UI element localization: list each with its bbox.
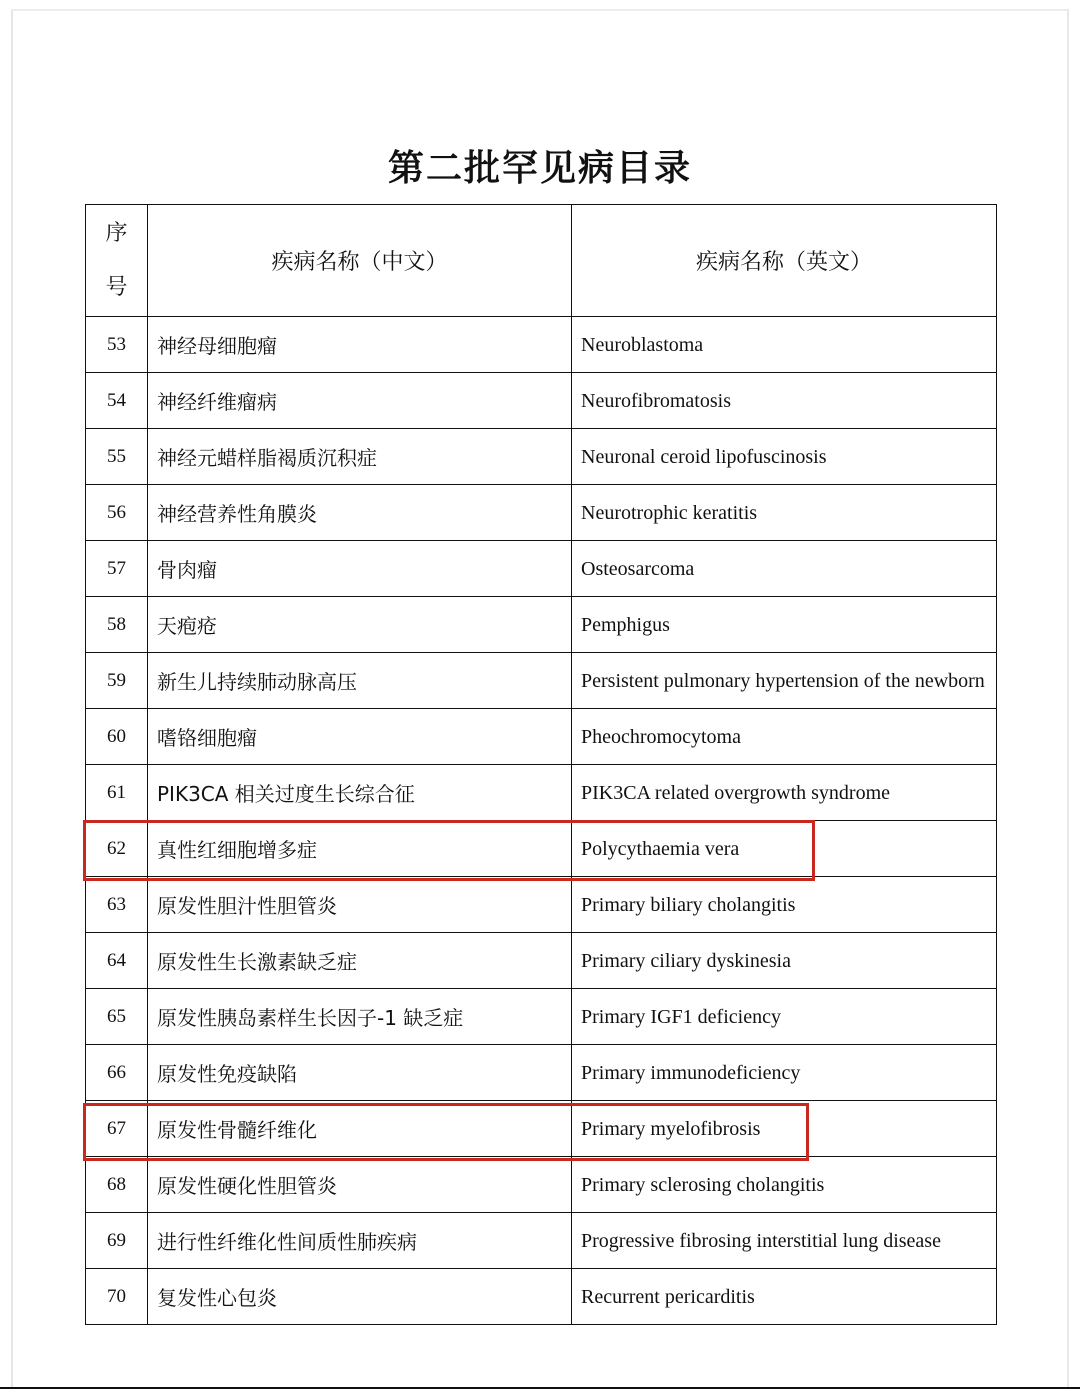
disease-name-en: Primary myelofibrosis [572,1101,997,1157]
table-row [86,709,997,765]
table-row [86,1269,997,1325]
disease-name-cn: 原发性骨髓纤维化 [148,1101,572,1157]
table-row [86,1213,997,1269]
row-number: 60 [86,709,148,765]
table-row-highlighted [86,821,997,877]
disease-name-cn: 复发性心包炎 [148,1269,572,1325]
table-row [86,317,997,373]
table-header-row [86,205,997,317]
table-row [86,597,997,653]
disease-name-cn: 神经纤维瘤病 [148,373,572,429]
row-number: 65 [86,989,148,1045]
disease-name-en: Neurofibromatosis [572,373,997,429]
disease-name-cn: PIK3CA 相关过度生长综合征 [148,765,572,821]
header-name-en: 疾病名称（英文） [572,205,997,317]
table-row [86,765,997,821]
row-number: 55 [86,429,148,485]
table-row [86,485,997,541]
row-number: 70 [86,1269,148,1325]
document-title: 第二批罕见病目录 [387,148,692,189]
row-number: 66 [86,1045,148,1101]
disease-name-en: Polycythaemia vera [572,821,997,877]
disease-name-en: Recurrent pericarditis [572,1269,997,1325]
row-number: 56 [86,485,148,541]
row-number: 62 [86,821,148,877]
row-number: 57 [86,541,148,597]
disease-name-en: Primary biliary cholangitis [572,877,997,933]
row-number: 61 [86,765,148,821]
disease-name-cn: 嗜铬细胞瘤 [148,709,572,765]
disease-name-en: Primary ciliary dyskinesia [572,933,997,989]
disease-name-en: Neuroblastoma [572,317,997,373]
disease-name-cn: 原发性胆汁性胆管炎 [148,877,572,933]
disease-name-cn: 新生儿持续肺动脉高压 [148,653,572,709]
header-number [86,205,148,317]
table-row [86,1045,997,1101]
table-row-highlighted [86,1101,997,1157]
disease-name-cn: 天疱疮 [148,597,572,653]
disease-name-en: Pemphigus [572,597,997,653]
header-number-line1: 序 [105,220,128,246]
disease-name-en: PIK3CA related overgrowth syndrome [572,765,997,821]
disease-name-en: Osteosarcoma [572,541,997,597]
disease-name-cn: 原发性免疫缺陷 [148,1045,572,1101]
disease-name-cn: 神经母细胞瘤 [148,317,572,373]
table-row [86,989,997,1045]
page-border-left [11,9,13,1389]
page-border-top [11,9,1069,11]
table-row [86,541,997,597]
rare-disease-table [85,204,997,1325]
disease-name-cn: 原发性硬化性胆管炎 [148,1157,572,1213]
table-row [86,877,997,933]
disease-name-cn: 原发性生长激素缺乏症 [148,933,572,989]
disease-name-en: Neuronal ceroid lipofuscinosis [572,429,997,485]
row-number: 58 [86,597,148,653]
row-number: 67 [86,1101,148,1157]
disease-name-en: Primary sclerosing cholangitis [572,1157,997,1213]
disease-name-cn: 原发性胰岛素样生长因子-1 缺乏症 [148,989,572,1045]
row-number: 54 [86,373,148,429]
disease-name-en: Neurotrophic keratitis [572,485,997,541]
table-row [86,429,997,485]
row-number: 68 [86,1157,148,1213]
table-row [86,933,997,989]
disease-name-en: Primary IGF1 deficiency [572,989,997,1045]
disease-name-cn: 神经营养性角膜炎 [148,485,572,541]
page-border-right [1067,9,1069,1389]
row-number: 53 [86,317,148,373]
disease-name-cn: 进行性纤维化性间质性肺疾病 [148,1213,572,1269]
disease-name-en: Progressive fibrosing interstitial lung disease [572,1213,997,1269]
table-row [86,653,997,709]
disease-name-en: Primary immunodeficiency [572,1045,997,1101]
disease-name-cn: 骨肉瘤 [148,541,572,597]
table-row [86,373,997,429]
disease-name-cn: 神经元蜡样脂褐质沉积症 [148,429,572,485]
row-number: 59 [86,653,148,709]
row-number: 69 [86,1213,148,1269]
table-row [86,1157,997,1213]
row-number: 64 [86,933,148,989]
disease-name-en: Pheochromocytoma [572,709,997,765]
header-name-cn: 疾病名称（中文） [148,205,572,317]
header-number-line2: 号 [105,274,128,300]
row-number: 63 [86,877,148,933]
disease-name-en: Persistent pulmonary hypertension of the newborn [572,653,997,709]
disease-name-cn: 真性红细胞增多症 [148,821,572,877]
